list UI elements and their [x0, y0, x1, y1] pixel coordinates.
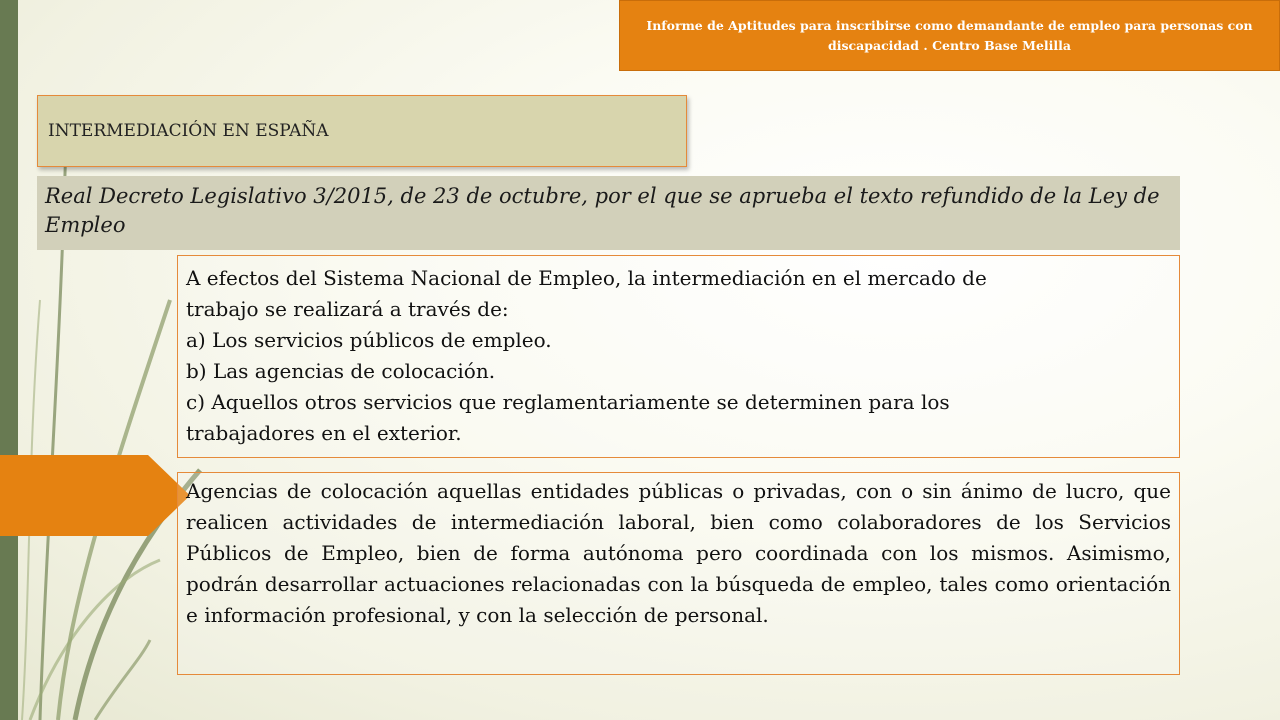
- placement-agencies-box: [177, 472, 1180, 675]
- law-reference-text: Real Decreto Legislativo 3/2015, de 23 de octubre, por el que se aprueba el texto refundido de la Ley de Empleo: [45, 184, 1160, 237]
- intro-line-1: A efectos del Sistema Nacional de Empleo, la intermediación en el mercado de: [186, 266, 987, 290]
- list-item-a: a) Los servicios públicos de empleo.: [186, 328, 552, 352]
- placement-agencies-text: Agencias de colocación aquellas entidades públicas o privadas, con o sin ánimo de lucro, que realicen actividades de intermediación laboral, bien como colaboradores de los Servicios Públicos de Empleo, bien de forma autónoma pero coordinada con los mismos. Asimismo, podrán desarrollar actuaciones relacionadas con la búsqueda de empleo, tales como orientación e información profesional, y con la selección de personal.: [186, 479, 1171, 627]
- header-banner-line2: discapacidad . Centro Base Melilla: [828, 37, 1071, 53]
- slide-title-box: [37, 95, 687, 167]
- intro-line-2: trabajo se realizará a través de:: [186, 297, 509, 321]
- header-banner: [619, 0, 1280, 71]
- list-item-b: b) Las agencias de colocación.: [186, 359, 496, 383]
- slide-title: INTERMEDIACIÓN EN ESPAÑA: [48, 121, 329, 141]
- left-accent-bar: [0, 0, 18, 720]
- orange-arrow-icon: [0, 455, 195, 536]
- header-banner-line1: Informe de Aptitudes para inscribirse como demandante de empleo para personas con: [646, 17, 1253, 33]
- law-reference-box: [37, 176, 1180, 250]
- list-item-c-line-2: trabajadores en el exterior.: [186, 421, 462, 445]
- intermediation-means-box: [177, 255, 1180, 458]
- list-item-c-line-1: c) Aquellos otros servicios que reglamentariamente se determinen para los: [186, 390, 950, 414]
